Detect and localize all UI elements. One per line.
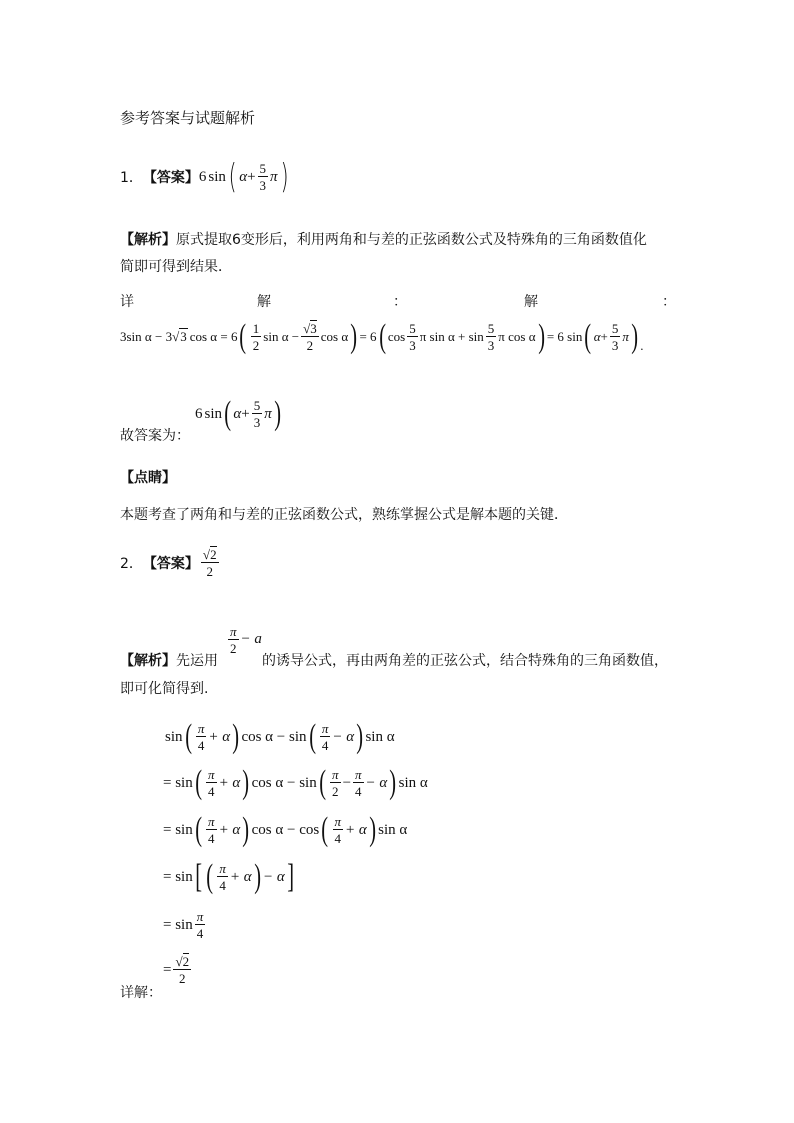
- s1-b: cos α − sin: [241, 728, 307, 745]
- s6-f-num: √2: [175, 954, 190, 969]
- q1-analysis-text: 原式提取6变形后，利用两角和与差的正弦函数公式及特殊角的三角函数值化: [176, 232, 647, 248]
- s2-frac-3: [353, 768, 364, 798]
- eq-mid2: cos α: [320, 329, 349, 344]
- s1-open-2: (: [308, 718, 316, 755]
- s4-a: = sin: [163, 868, 193, 885]
- q1-open-paren: (: [228, 157, 237, 197]
- s2-plus-alpha: + α: [218, 774, 241, 791]
- eq-sqrt3-num: √3: [303, 321, 317, 336]
- q1-therefore-label: 故答案为：: [120, 428, 190, 444]
- s4-b: − α: [262, 868, 285, 885]
- s2-close-1: ): [242, 764, 250, 801]
- s4-f-den: 4: [219, 878, 226, 893]
- q1-detail-char-3: ：: [393, 294, 407, 310]
- s5-a: = sin: [163, 916, 193, 933]
- s5-frac: [195, 910, 206, 940]
- s3-frac-1: [206, 815, 217, 845]
- q1-analysis-tag: 【解析】: [120, 232, 176, 248]
- q2-answer-num: √2: [202, 547, 217, 562]
- therefore-close: ): [273, 395, 281, 432]
- s4-bracket-close: ]: [286, 858, 294, 895]
- q2-answer-frac: [201, 548, 219, 578]
- q2-answer-sqrt: 2: [210, 547, 217, 562]
- q1-label: 1．: [120, 170, 143, 186]
- s3-a: = sin: [163, 821, 193, 838]
- eq-53a-den: 3: [409, 338, 416, 353]
- s2-f1-num: π: [208, 767, 215, 782]
- eq-sqrt3-val: 3: [310, 321, 317, 336]
- therefore-num: 5: [253, 398, 261, 413]
- q2-step-5: [163, 910, 207, 940]
- s4-close: ): [253, 858, 261, 895]
- q1-frac-den: 3: [259, 178, 267, 193]
- s3-plus-alpha-2: + α: [345, 821, 367, 838]
- q2-pi-frac: [228, 625, 239, 655]
- s1-a: sin: [165, 728, 183, 745]
- eq-paren-close-1: ): [350, 318, 358, 355]
- eq-part-start: 3sin α − 3: [120, 329, 173, 344]
- q1-detail-char-4: 解: [524, 294, 538, 310]
- q1-detail-char-1: 详: [120, 294, 134, 310]
- q1-detail-char-2: 解: [257, 294, 271, 310]
- eq-final-alpha: α: [593, 329, 601, 344]
- q1-answer-row: [120, 157, 291, 197]
- s5-f-num: π: [196, 909, 204, 924]
- s1-frac-2: [320, 722, 331, 752]
- therefore-pi: π: [264, 405, 272, 422]
- s1-f2-den: 4: [321, 738, 329, 753]
- q2-step-3: [163, 813, 407, 847]
- s2-close-2: ): [389, 764, 397, 801]
- q1-pi: π: [270, 168, 278, 185]
- s1-f1-den: 4: [197, 738, 205, 753]
- q1-frac-num: 5: [259, 161, 267, 176]
- eq-53a-num: 5: [409, 321, 416, 336]
- s2-c: sin α: [398, 774, 428, 791]
- s2-minus-alpha: − α: [365, 774, 388, 791]
- s3-f2-num: π: [334, 814, 342, 829]
- therefore-frac: [252, 399, 263, 429]
- q1-analysis-line1: [120, 229, 647, 249]
- s3-open-2: (: [321, 811, 329, 848]
- q2-answer-den: 2: [206, 564, 213, 579]
- eq-frac-53b: [486, 322, 497, 352]
- q1-therefore-expr: [195, 397, 283, 431]
- q1-fraction: [258, 162, 269, 192]
- q2-pi-frac-expr: [226, 625, 262, 655]
- eq-sqrt: √3: [172, 329, 187, 344]
- q1-analysis-line2: 简即可得到结果．: [120, 259, 232, 275]
- therefore-plus: +: [241, 405, 250, 422]
- s2-a: = sin: [163, 774, 193, 791]
- s1-c: sin α: [365, 728, 395, 745]
- therefore-open: (: [224, 395, 232, 432]
- eq-final-pi: π: [622, 329, 629, 344]
- page-title: 参考答案与试题解析: [120, 109, 256, 127]
- eq-frac-half: [251, 322, 262, 352]
- q2-step-6: [163, 955, 193, 985]
- eq-sqrt3-den: 2: [306, 338, 314, 353]
- s5-f-den: 4: [196, 926, 204, 941]
- q1-answer-fn: sin: [208, 168, 226, 185]
- s2-frac-2: [330, 768, 341, 798]
- q2-pi-num: π: [230, 624, 237, 639]
- s6-f-den: 2: [179, 971, 186, 986]
- s4-open: (: [206, 858, 214, 895]
- q2-analysis-post: 的诱导公式，再由两角差的正弦公式，结合特殊角的三角函数值，: [262, 653, 668, 669]
- s3-f1-num: π: [208, 814, 215, 829]
- eq-53b-num: 5: [487, 321, 495, 336]
- eq-pi-cos: π cos α: [498, 329, 536, 344]
- s1-frac-1: [196, 722, 207, 752]
- q1-key-tag: 【点睛】: [120, 470, 176, 486]
- s3-b: cos α − cos: [251, 821, 320, 838]
- eq-final-plus: +: [600, 329, 608, 344]
- eq-paren-close-3: ): [631, 318, 638, 355]
- s3-f2-den: 4: [334, 831, 342, 846]
- q2-label: 2．: [120, 556, 143, 572]
- eq-half-num: 1: [252, 321, 260, 336]
- s1-close-2: ): [356, 718, 364, 755]
- s2-f2-num: π: [332, 767, 339, 782]
- q2-minus-a: − a: [240, 631, 262, 647]
- s4-frac: [217, 862, 228, 892]
- s4-bracket-open: [: [194, 858, 202, 895]
- s1-minus-alpha: − α: [332, 728, 355, 745]
- q1-key-text: 本题考查了两角和与差的正弦函数公式，熟练掌握公式是解本题的关键．: [120, 507, 568, 523]
- eq-period: .: [640, 338, 644, 353]
- s1-open-1: (: [184, 718, 192, 755]
- s2-b: cos α − sin: [251, 774, 317, 791]
- q2-step-1: [165, 720, 395, 754]
- q2-analysis-line1: [120, 650, 218, 670]
- q2-step-2: [163, 766, 428, 800]
- q2-detail-label: 详解：: [120, 985, 162, 1001]
- q1-answer-coef: 6: [198, 168, 207, 185]
- q2-answer-tag: 【答案】: [142, 556, 199, 572]
- q2-analysis-pre: 先运用: [176, 653, 218, 669]
- therefore-den: 3: [253, 415, 261, 430]
- s3-f1-den: 4: [208, 831, 215, 846]
- q2-analysis-tag: 【解析】: [120, 653, 176, 669]
- s2-f3-den: 4: [355, 784, 362, 799]
- eq-frac-53a: [407, 322, 418, 352]
- therefore-coef: 6: [195, 405, 203, 422]
- eq-six: = 6: [359, 329, 377, 344]
- s2-minus: −: [342, 774, 352, 791]
- s6-a: =: [163, 961, 172, 978]
- eq-part-cos: cos α = 6: [189, 329, 238, 344]
- s3-frac-2: [333, 815, 344, 845]
- s3-close-2: ): [369, 811, 376, 848]
- s3-open-1: (: [194, 811, 202, 848]
- s3-c: sin α: [378, 821, 408, 838]
- eq-half-den: 2: [252, 338, 260, 353]
- s2-f1-den: 4: [208, 784, 215, 799]
- eq-final: = 6 sin: [546, 329, 583, 344]
- eq-frac-sqrt3: [301, 322, 319, 352]
- eq-mid1: sin α −: [263, 329, 300, 344]
- s3-close-1: ): [242, 811, 250, 848]
- q1-detail-char-5: ：: [662, 294, 676, 310]
- s4-plus-alpha: + α: [229, 868, 252, 885]
- therefore-alpha: α: [233, 405, 242, 422]
- s2-frac-1: [206, 768, 217, 798]
- eq-pi-sin: π sin α + sin: [419, 329, 484, 344]
- s1-close-1: ): [232, 718, 240, 755]
- s4-f-num: π: [219, 861, 226, 876]
- eq-53c-num: 5: [611, 321, 619, 336]
- eq-sqrt-val: 3: [180, 329, 187, 344]
- q2-pi-den: 2: [230, 641, 237, 656]
- eq-paren-open-2: (: [378, 318, 386, 355]
- eq-frac-53c: [610, 322, 621, 352]
- s2-open-2: (: [318, 764, 326, 801]
- eq-53c-den: 3: [611, 338, 619, 353]
- s1-f1-num: π: [197, 721, 205, 736]
- q2-step-4: [163, 860, 296, 894]
- q1-alpha: α: [239, 168, 248, 185]
- s6-sqrt: 2: [182, 954, 190, 969]
- eq-53b-den: 3: [487, 338, 495, 353]
- eq-paren-open-3: (: [584, 318, 592, 355]
- q2-answer-row: [120, 548, 221, 578]
- q2-analysis-line2: 即可化简得到.: [120, 681, 209, 697]
- eq-cos-word: cos: [387, 329, 406, 344]
- s1-f2-num: π: [321, 721, 329, 736]
- s6-frac: [173, 955, 191, 985]
- q1-answer-tag: 【答案】: [142, 170, 199, 186]
- s2-f3-num: π: [355, 767, 362, 782]
- s2-open-1: (: [194, 764, 202, 801]
- q1-close-paren: ): [280, 157, 289, 197]
- q1-equation: [120, 320, 643, 354]
- s2-f2-den: 2: [332, 784, 339, 799]
- q1-plus: +: [247, 168, 256, 185]
- eq-paren-close-2: ): [537, 318, 545, 355]
- eq-paren-open-1: (: [239, 318, 247, 355]
- s1-plus-alpha: + α: [208, 728, 231, 745]
- therefore-fn: sin: [204, 405, 223, 422]
- s3-plus-alpha: + α: [218, 821, 241, 838]
